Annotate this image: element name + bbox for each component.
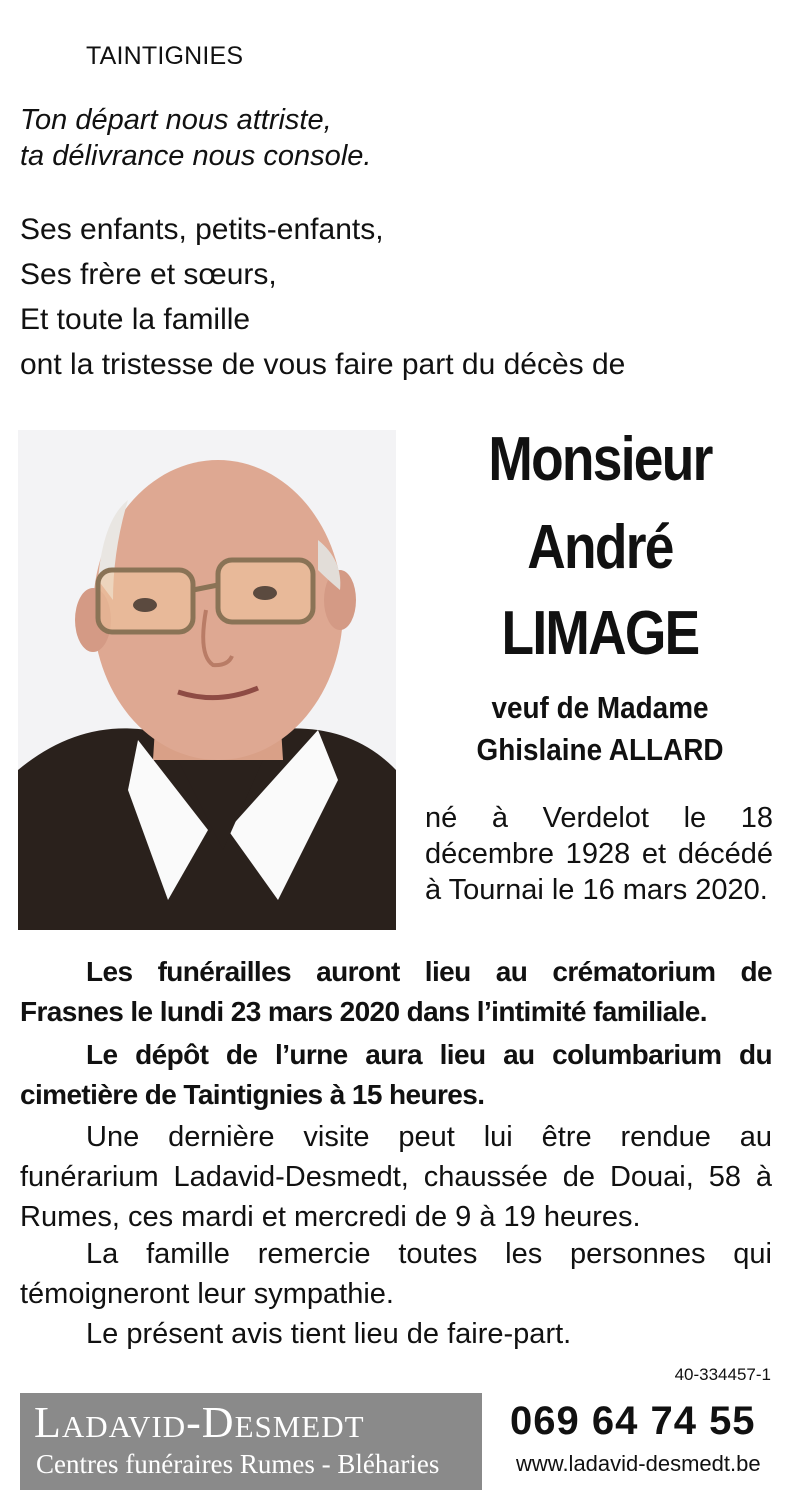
reference-number: 40-334457-1 xyxy=(674,1365,771,1384)
visit-paragraph: Une dernière visite peut lui être rendue au funérarium Ladavid-Desmedt, chaussée de Douai, 58 à Rumes, ces mardi et mercredi de 9 à 19 heures. xyxy=(20,1121,772,1233)
quote-line-1: Ton départ nous attriste, xyxy=(20,104,332,136)
town-name: TAINTIGNIES xyxy=(86,42,244,70)
quote-line-2: ta délivrance nous console. xyxy=(20,140,372,172)
portrait-photo xyxy=(18,430,396,930)
family-line-4: ont la tristesse de vous faire part du décès de xyxy=(20,348,626,381)
widow-line-1: veuf de Madame xyxy=(491,690,709,725)
banner-divider xyxy=(482,1393,496,1490)
widow-line-2: Ghislaine ALLARD xyxy=(476,732,724,767)
urn-paragraph: Le dépôt de l’urne aura lieu au columbarium du cimetière de Taintignies à 15 heures. xyxy=(20,1039,772,1110)
deceased-title: Monsieur xyxy=(488,425,712,494)
website-url: www.ladavid-desmedt.be xyxy=(516,1451,761,1476)
birth-death-details: né à Verdelot le 18 décembre 1928 et décédé à Tournai le 16 mars 2020. xyxy=(425,802,773,906)
family-line-3: Et toute la famille xyxy=(20,303,251,336)
deceased-first-name: André xyxy=(527,513,673,582)
brand-subtitle: Centres funéraires Rumes - Bléharies xyxy=(36,1449,440,1479)
funeral-paragraph: Les funérailles auront lieu au crématorium de Frasnes le lundi 23 mars 2020 dans l’intimité familiale. xyxy=(20,956,772,1027)
phone-number: 069 64 74 55 xyxy=(510,1399,756,1443)
funeral-home-banner xyxy=(20,1393,774,1490)
brand-name: Ladavid-Desmedt xyxy=(34,1398,365,1447)
notice-paragraph: Le présent avis tient lieu de faire-part. xyxy=(86,1318,572,1350)
deceased-last-name: LIMAGE xyxy=(501,599,699,668)
thanks-paragraph: La famille remercie toutes les personnes qui témoigneront leur sympathie. xyxy=(20,1238,772,1310)
family-line-2: Ses frère et sœurs, xyxy=(20,258,277,291)
family-line-1: Ses enfants, petits-enfants, xyxy=(20,213,384,246)
